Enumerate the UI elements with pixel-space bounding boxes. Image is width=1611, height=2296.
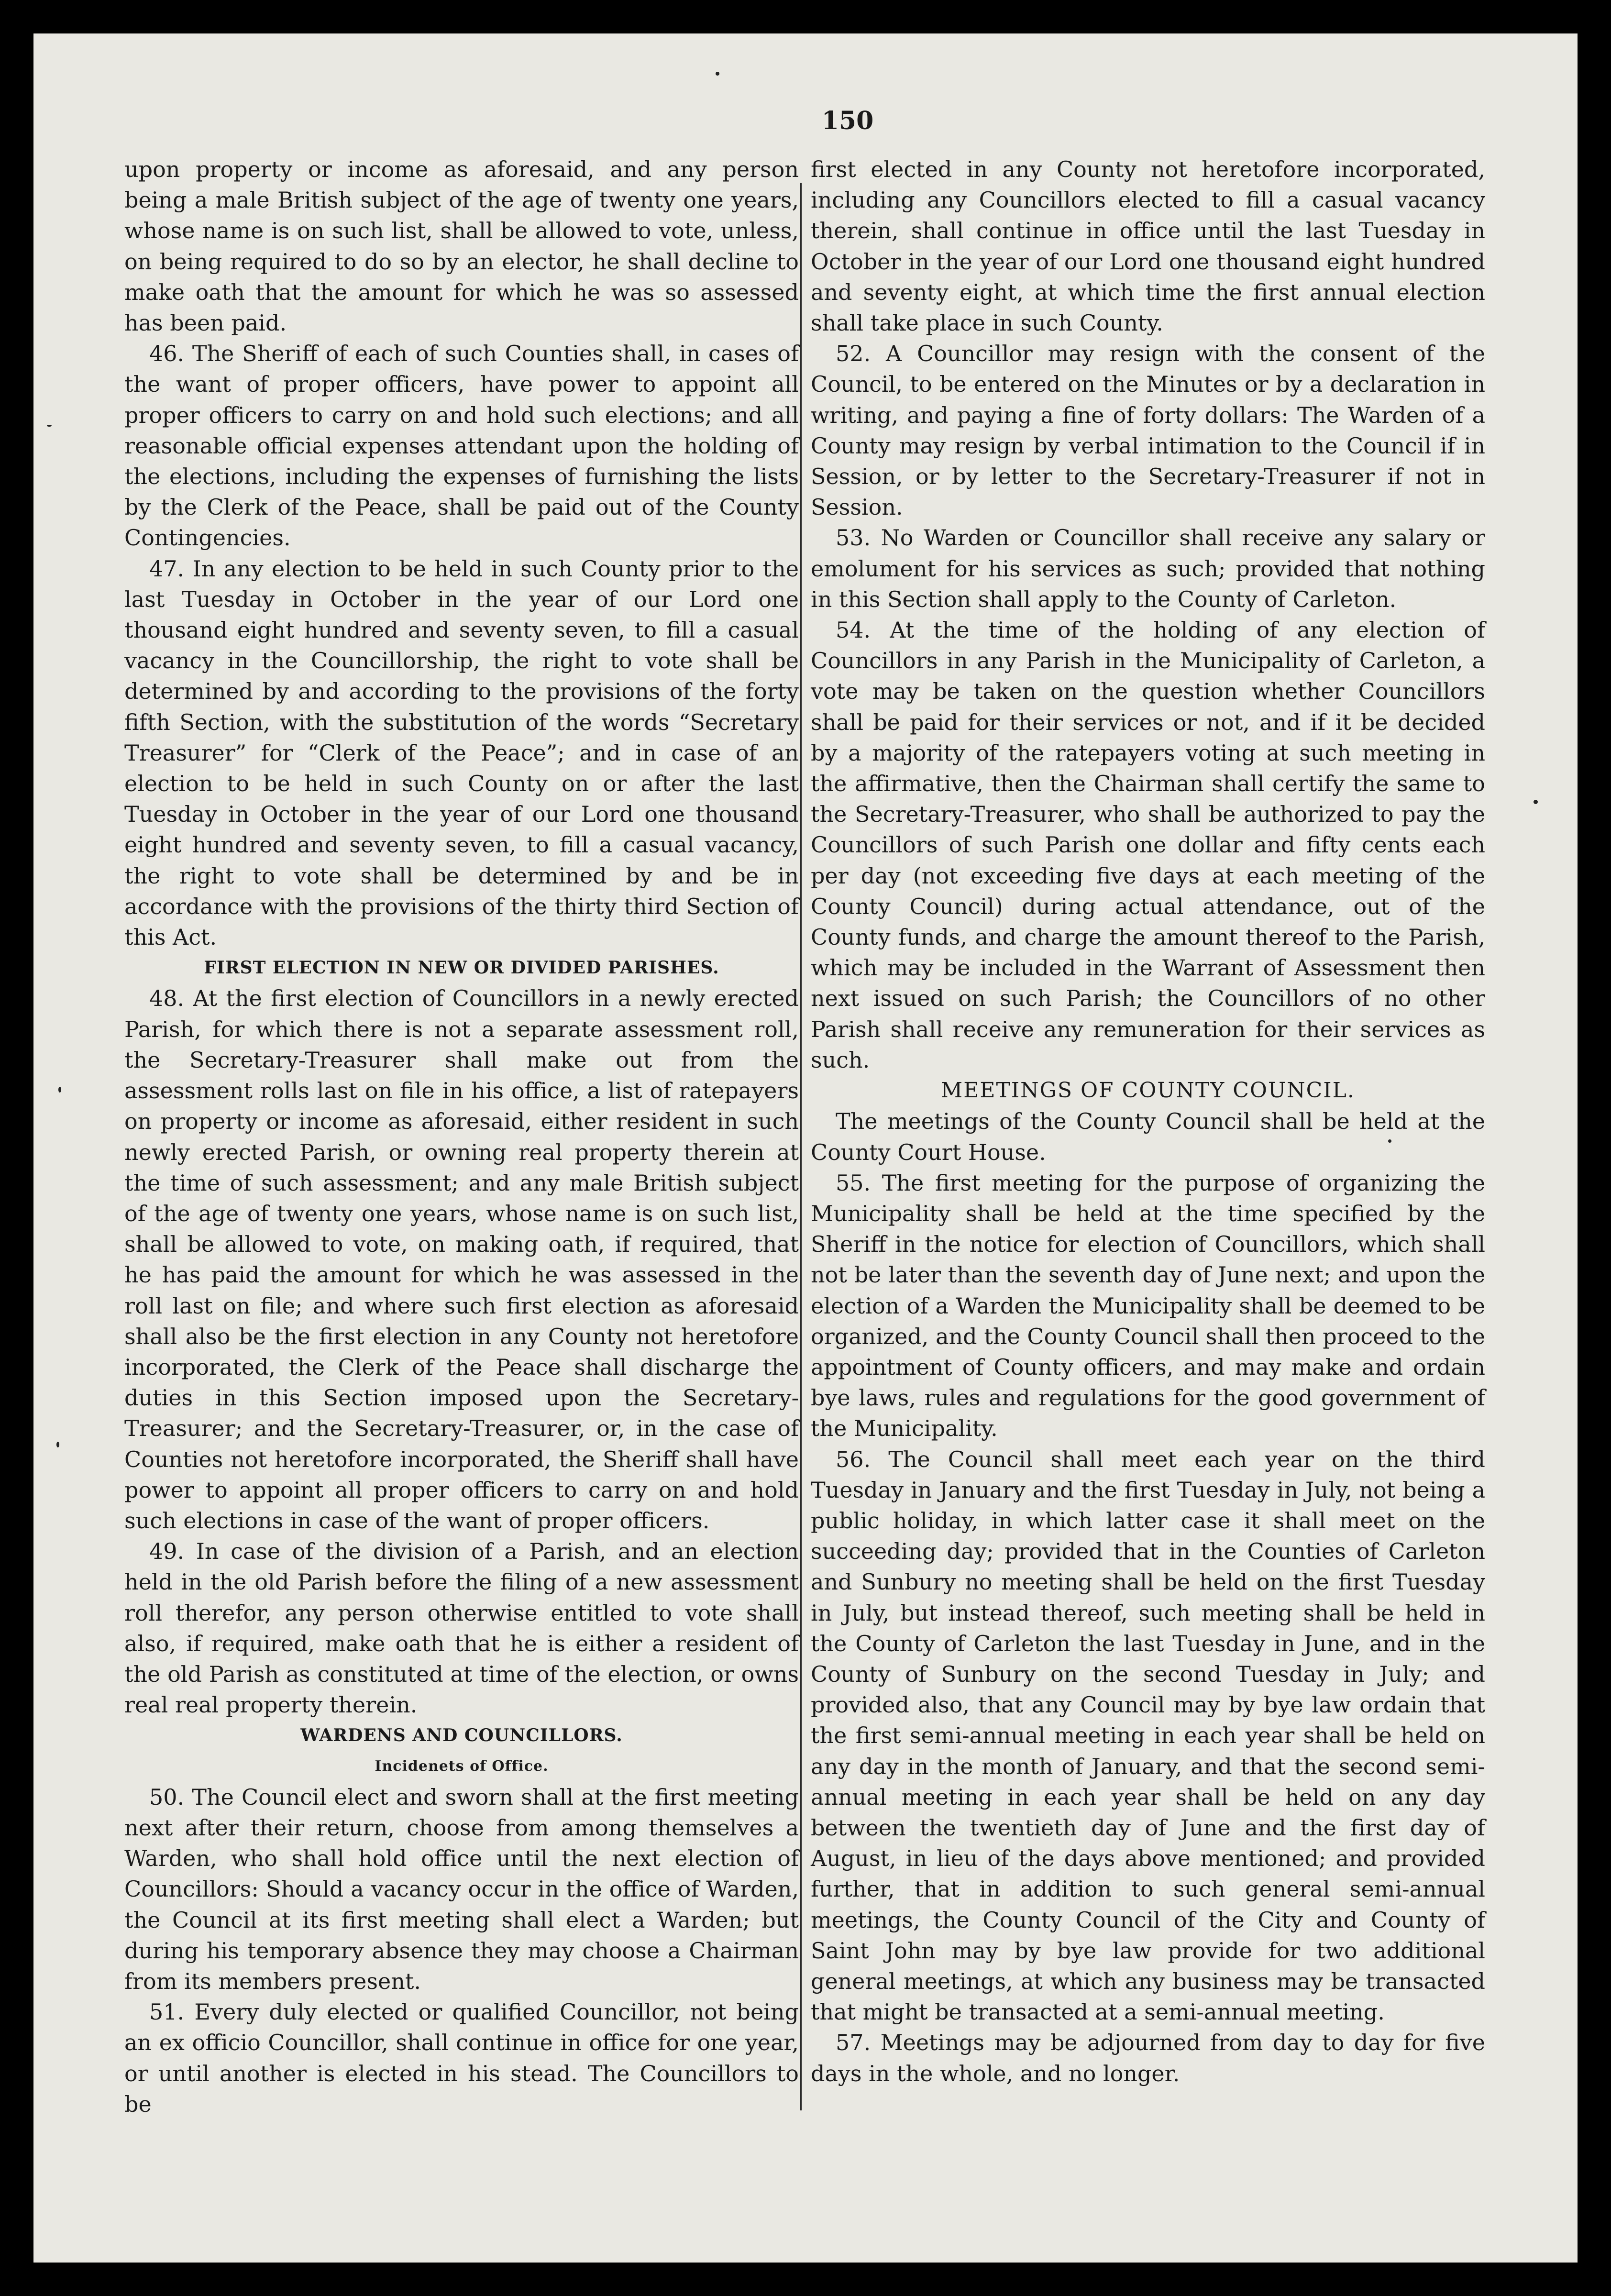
page-number: 150 xyxy=(821,106,874,135)
section-heading: MEETINGS OF COUNTY COUNCIL. xyxy=(941,1078,1355,1103)
print-speck xyxy=(716,72,719,76)
print-speck xyxy=(58,1087,61,1093)
section-paragraph: 48. At the first election of Councillors in a newly erected Parish, for which there is not a separate assessment roll, the Secretary-Treasurer shall make out from the assessment rolls last on file in his office, a list of ratepayers on property or income as aforesaid, either resident in such newly erected Parish, or owning real property therein at the time of such assessment; and any male British subject of the age of twenty one years, whose name is on such list, shall be allowed to vote, on making oath, if required, that he has paid the amount for which he was assessed in the roll last on file; and where such first election as aforesaid shall also be the first election in any County not heretofore incorporated, the Clerk of the Peace shall discharge the duties in this Section imposed upon the Secretary-Treasurer; and the Secretary-Treasurer, or, in the case of Counties not heretofore incorporated, the Sheriff shall have power to appoint all proper officers to carry on and hold such elections in case of the want of proper officers. xyxy=(124,985,799,1534)
section-paragraph: 47. In any election to be held in such County prior to the last Tuesday in October in the year of our Lord one thousand eight hundred and seventy seven, to fill a casual vacancy in the Councillorship, the right to vote shall be determined by and according to the provisions of the forty fifth Section, with the substitution of the words “Secretary Treasurer” for “Clerk of the Peace”; and in case of an election to be held in such County on or after the last Tuesday in October in the year of our Lord one thousand eight hundred and seventy seven, to fill a casual vacancy, the right to vote shall be determined by and be in accordance with the provisions of the thirty third Section of this Act. xyxy=(124,555,799,950)
section-paragraph: 54. At the time of the holding of any election of Councillors in any Parish in the Municipality of Carleton, a vote may be taken on the question whether Councillors shall be paid for their services or not, and if it be decided by a majority of the ratepayers voting at such meeting in the affirmative, then the Chairman shall certify the same to the Secretary-Treasurer, who shall be authorized to pay the Councillors of such Parish one dollar and fifty cents each per day (not exceeding five days at each meeting of the County Council) during actual attendance, out of the County funds, and charge the amount thereof to the Parish, which may be included in the Warrant of Assessment then next issued on such Parish; the Councillors of no other Parish shall receive any remuneration for their services as such. xyxy=(811,617,1485,1073)
section-paragraph: 49. In case of the division of a Parish, and an election held in the old Parish before the filing of a new assessment roll therefor, any person otherwise entitled to vote shall also, if required, make oath that he is either a resident of the old Parish as constituted at time of the election, or owns real real property therein. xyxy=(124,1538,799,1718)
section-paragraph: 52. A Councillor may resign with the consent of the Council, to be entered on the Minutes or by a declaration in writing, and paying a fine of forty dollars: The Warden of a County may resign by verbal intimation to the Council if in Session, or by letter to the Secretary-Treasurer if not in Session. xyxy=(811,341,1485,520)
section-heading: WARDENS AND COUNCILLORS. xyxy=(300,1725,623,1746)
section-paragraph: 50. The Council elect and sworn shall at the first meeting next after their return, choose from among themselves a Warden, who shall hold office until the next election of Councillors: Should a vacancy occur in the office of Warden, the Council at its first meeting shall elect a Warden; but during his temporary absence they may choose a Chairman from its members present. xyxy=(124,1784,799,1994)
section-paragraph: 56. The Council shall meet each year on the third Tuesday in January and the first Tuesday in July, not being a public holiday, in which latter case it shall meet on the succeeding day; provided that in the Counties of Carleton and Sunbury no meeting shall be held on the first Tuesday in July, but instead thereof, such meeting shall be held in the County of Carleton the last Tuesday in June, and in the County of Sunbury on the second Tuesday in July; and provided also, that any Council may by bye law ordain that the first semi-annual meeting in each year shall be held on any day in the month of January, and that the second semi-annual meeting in each year shall be held on any day between the twentieth day of June and the first day of August, in lieu of the days above mentioned; and provided further, that in addition to such general semi-annual meetings, the County Council of the City and County of Saint John may by bye law provide for two additional general meetings, at which any business may be transacted that might be transacted at a semi-annual meeting. xyxy=(811,1446,1485,2025)
section-paragraph: 53. No Warden or Councillor shall receive any salary or emolument for his services as such; provided that nothing in this Section shall apply to the County of Carleton. xyxy=(811,525,1485,612)
left-column xyxy=(124,154,799,2119)
continued-paragraph: first elected in any County not heretofore incorporated, including any Councillors elected to fill a casual vacancy therein, shall continue in office until the last Tuesday in October in the year of our Lord one thousand eight hundred and seventy eight, at which time the first annual election shall take place in such County. xyxy=(811,156,1485,336)
print-speck xyxy=(47,425,52,427)
section-paragraph: The meetings of the County Council shall be held at the County Court House. xyxy=(811,1108,1485,1165)
print-speck xyxy=(1388,1139,1391,1143)
scanned-page xyxy=(33,33,1578,2263)
section-paragraph: 57. Meetings may be adjourned from day to day for five days in the whole, and no longer. xyxy=(811,2030,1485,2086)
section-subheading: Incidenets of Office. xyxy=(375,1757,549,1775)
continued-paragraph: upon property or income as aforesaid, and any person being a male British subject of the age of twenty one years, whose name is on such list, shall be allowed to vote, unless, on being required to do so by an elector, he shall decline to make oath that the amount for which he was so assessed has been paid. xyxy=(124,156,799,336)
right-column xyxy=(811,154,1485,2089)
column-divider xyxy=(800,183,802,2110)
section-paragraph: 55. The first meeting for the purpose of organizing the Municipality shall be held at the time specified by the Sheriff in the notice for election of Councillors, which shall not be later than the seventh day of June next; and upon the election of a Warden the Municipality shall be deemed to be organized, and the County Council shall then proceed to the appointment of County officers, and may make and ordain bye laws, rules and regulations for the good government of the Municipality. xyxy=(811,1170,1485,1442)
print-speck xyxy=(1534,800,1538,804)
section-paragraph: 46. The Sheriff of each of such Counties shall, in cases of the want of proper officers, have power to appoint all proper officers to carry on and hold such elections; and all reasonable official expenses attendant upon the holding of the elections, including the expenses of furnishing the lists by the Clerk of the Peace, shall be paid out of the County Contingencies. xyxy=(124,341,799,551)
print-speck xyxy=(56,1442,59,1447)
section-paragraph: 51. Every duly elected or qualified Councillor, not being an ex officio Councillor, shall continue in office for one year, or until another is elected in his stead. The Councillors to be xyxy=(124,1999,799,2117)
section-heading: FIRST ELECTION IN NEW OR DIVIDED PARISHES. xyxy=(204,958,719,978)
